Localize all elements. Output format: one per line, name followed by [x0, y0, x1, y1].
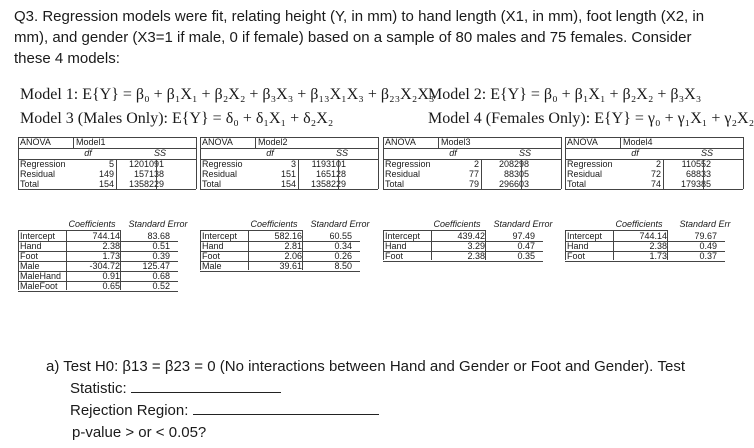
se-value: 97.49 [512, 231, 535, 241]
grid-line [383, 137, 384, 189]
se-value: 125.47 [142, 261, 170, 271]
grid-line [298, 159, 299, 189]
coef-value: 2.06 [284, 251, 302, 261]
grid-line [255, 137, 256, 148]
anova-row-name: Regressio [202, 159, 243, 169]
anova-df: 5 [108, 159, 114, 169]
anova-row-name: Total [385, 179, 405, 189]
grid-line [18, 148, 196, 149]
grid-line [200, 230, 201, 270]
coefficients-header: Coefficients [250, 219, 298, 229]
ss-header: SS [700, 148, 713, 158]
grid-line [302, 230, 303, 270]
anova-ss: 157138 [133, 169, 164, 179]
grid-line [565, 137, 743, 138]
model-name: Model1 [76, 137, 106, 147]
grid-line [481, 159, 482, 189]
anova-ss: 296603 [498, 179, 529, 189]
anova-df: 154 [280, 179, 296, 189]
anova-ss: 110552 [681, 159, 711, 169]
grid-line [200, 137, 201, 189]
grid-line [703, 159, 704, 189]
grid-line [378, 137, 379, 189]
coef-value: 2.38 [649, 241, 667, 251]
intro-line-1: Q3. Regression models were fit, relating height (Y, in mm) to hand length (X1, in mm), foot length (X2, in [14, 8, 705, 25]
model-3-label: Model 3 (Males Only): [20, 110, 168, 127]
coef-row-name: Intercept [385, 231, 421, 241]
anova-row-name: Regression [20, 159, 66, 169]
grid-line [18, 189, 196, 190]
model-1-equation: E{Y} = β₀ + β₁X₁ + β₂X₂ + β₃X₃ + β₁₃X₁X₃ + β₂₃X₂X₃ [82, 86, 435, 103]
anova-ss: 88305 [503, 169, 529, 179]
part-a-prompt: a) Test H0: β13 = β23 = 0 (No interactions between Hand and Gender or Foot and Gender). Test [46, 358, 686, 375]
grid-line [116, 159, 117, 189]
model-name: Model4 [623, 137, 653, 147]
grid-line [438, 137, 439, 148]
anova-ss: 1358229 [128, 179, 164, 189]
se-value: 8.50 [334, 261, 352, 271]
pvalue-prompt: p-value > or < 0.05? [72, 424, 207, 441]
se-value: 0.37 [699, 251, 717, 261]
coef-value: 2.38 [102, 241, 120, 251]
grid-line [200, 159, 378, 160]
grid-line [521, 159, 522, 189]
grid-line [613, 230, 614, 260]
intro-line-2: mm), and gender (X3=1 if male, 0 if female) based on a sample of 80 males and 75 females. Consider [14, 29, 692, 46]
anova-row-name: Total [202, 179, 222, 189]
grid-line [565, 230, 566, 260]
grid-line [620, 137, 621, 148]
anova-df: 154 [98, 179, 114, 189]
coef-row-name: MaleHand [20, 271, 62, 281]
grid-line [383, 137, 561, 138]
anova-row-name: Residual [202, 169, 238, 179]
grid-line [565, 261, 725, 262]
coefficients-header: Coefficients [615, 219, 663, 229]
coef-row-name: MaleFoot [20, 281, 58, 291]
grid-line [383, 148, 561, 149]
grid-line [431, 230, 432, 260]
ss-header: SS [335, 148, 348, 158]
anova-ss: 1358229 [310, 179, 346, 189]
grid-line [485, 230, 486, 260]
question-intro [14, 6, 748, 69]
grid-line [565, 159, 743, 160]
coef-row-name: Hand [202, 241, 224, 251]
se-value: 0.51 [152, 241, 170, 251]
se-value: 0.49 [699, 241, 717, 251]
statistic-row [70, 378, 281, 400]
grid-line [200, 137, 378, 138]
anova-row-name: Residual [20, 169, 56, 179]
grid-line [338, 159, 339, 189]
coef-value: 2.81 [284, 241, 302, 251]
coef-value: 0.65 [102, 281, 120, 291]
anova-df: 2 [473, 159, 479, 169]
model-1 [20, 86, 434, 104]
anova-df: 149 [98, 169, 114, 179]
grid-line [383, 159, 561, 160]
intro-line-3: these 4 models: [14, 50, 120, 67]
coef-row-name: Intercept [202, 231, 238, 241]
grid-line [66, 230, 67, 290]
coef-value: 744.14 [92, 231, 120, 241]
anova-df: 2 [655, 159, 661, 169]
coefficients-header: Coefficients [433, 219, 481, 229]
grid-line [196, 137, 197, 189]
grid-line [73, 137, 74, 148]
df-header: df [631, 148, 639, 158]
anova-df: 79 [468, 179, 479, 189]
anova-row-name: Residual [567, 169, 603, 179]
grid-line [383, 230, 384, 260]
model-2-label: Model 2: [428, 86, 487, 103]
anova-ss: 165128 [315, 169, 346, 179]
anova-ss: 208298 [498, 159, 529, 169]
coef-value: 582.16 [274, 231, 302, 241]
grid-line [156, 159, 157, 189]
anova-ss: 1201091 [128, 159, 164, 169]
anova-row-name: Total [567, 179, 587, 189]
anova-df: 74 [650, 179, 661, 189]
se-value: 0.68 [152, 271, 170, 281]
grid-line [120, 230, 121, 290]
grid-line [200, 271, 360, 272]
grid-line [383, 189, 561, 190]
model-2-equation: E{Y} = β₀ + β₁X₁ + β₂X₂ + β₃X₃ [490, 86, 702, 103]
model-4-equation: E{Y} = γ₀ + γ₁X₁ + γ₂X₂ [594, 110, 754, 127]
anova-row-name: Residual [385, 169, 421, 179]
statistic-label: Statistic: [70, 380, 127, 397]
anova-row-name: Regression [385, 159, 431, 169]
se-value: 0.35 [517, 251, 535, 261]
model-name: Model3 [441, 137, 471, 147]
rejection-answer-blank[interactable] [193, 400, 379, 415]
se-value: 0.34 [334, 241, 352, 251]
standard-error-header: Standard Err [679, 219, 731, 229]
model-4 [428, 110, 754, 128]
coef-value: 3.29 [467, 241, 485, 251]
coef-row-name: Male [202, 261, 222, 271]
model-2 [428, 86, 701, 104]
anova-df: 151 [280, 169, 296, 179]
coef-row-name: Intercept [567, 231, 603, 241]
grid-line [200, 148, 378, 149]
se-value: 0.26 [334, 251, 352, 261]
rejection-label: Rejection Region: [70, 402, 189, 419]
se-value: 0.39 [152, 251, 170, 261]
grid-line [18, 159, 196, 160]
ss-header: SS [518, 148, 531, 158]
model-4-label: Model 4 (Females Only): [428, 110, 591, 127]
statistic-answer-blank[interactable] [131, 378, 281, 393]
coef-row-name: Foot [202, 251, 221, 261]
anova-label: ANOVA [202, 137, 233, 147]
grid-line [667, 230, 668, 260]
grid-line [561, 137, 562, 189]
grid-line [18, 137, 196, 138]
model-3-equation: E{Y} = δ₀ + δ₁X₁ + δ₂X₂ [171, 110, 334, 127]
se-value: 60.55 [329, 231, 352, 241]
anova-ss: 1193101 [311, 159, 346, 169]
grid-line [18, 137, 19, 189]
coef-value: 1.73 [649, 251, 667, 261]
coef-row-name: Intercept [20, 231, 56, 241]
anova-label: ANOVA [385, 137, 416, 147]
grid-line [743, 137, 744, 189]
grid-line [248, 230, 249, 270]
coef-value: -304.72 [89, 261, 120, 271]
df-header: df [84, 148, 92, 158]
anova-label: ANOVA [567, 137, 598, 147]
coef-row-name: Foot [20, 251, 39, 261]
grid-line [565, 189, 743, 190]
anova-label: ANOVA [20, 137, 51, 147]
anova-df: 3 [290, 159, 296, 169]
coef-row-name: Foot [385, 251, 404, 261]
coef-row-name: Male [20, 261, 40, 271]
coef-value: 0.91 [102, 271, 120, 281]
anova-ss: 68833 [685, 169, 711, 179]
ss-header: SS [153, 148, 166, 158]
se-value: 0.47 [517, 241, 535, 251]
coef-value: 2.38 [467, 251, 485, 261]
coef-row-name: Foot [567, 251, 586, 261]
coefficients-header: Coefficients [68, 219, 116, 229]
grid-line [565, 148, 743, 149]
rejection-row [70, 400, 379, 422]
model-3 [20, 110, 333, 128]
grid-line [565, 137, 566, 189]
anova-row-name: Regression [567, 159, 613, 169]
model-1-label: Model 1: [20, 86, 79, 103]
coef-value: 744.14 [639, 231, 667, 241]
anova-df: 77 [468, 169, 479, 179]
standard-error-header: Standard Error [493, 219, 553, 229]
anova-df: 72 [650, 169, 661, 179]
coef-value: 1.73 [102, 251, 120, 261]
grid-line [663, 159, 664, 189]
df-header: df [449, 148, 457, 158]
se-value: 79.67 [694, 231, 717, 241]
grid-line [18, 291, 178, 292]
coef-value: 39.61 [279, 261, 302, 271]
coef-row-name: Hand [567, 241, 589, 251]
standard-error-header: Standard Error [128, 219, 188, 229]
model-name: Model2 [258, 137, 288, 147]
grid-line [200, 189, 378, 190]
anova-ss: 179385 [680, 179, 711, 189]
coef-row-name: Hand [20, 241, 42, 251]
standard-error-header: Standard Error [310, 219, 370, 229]
df-header: df [266, 148, 274, 158]
grid-line [383, 261, 543, 262]
se-value: 83.68 [147, 231, 170, 241]
coef-value: 439.42 [457, 231, 485, 241]
anova-row-name: Total [20, 179, 40, 189]
coef-row-name: Hand [385, 241, 407, 251]
se-value: 0.52 [152, 281, 170, 291]
